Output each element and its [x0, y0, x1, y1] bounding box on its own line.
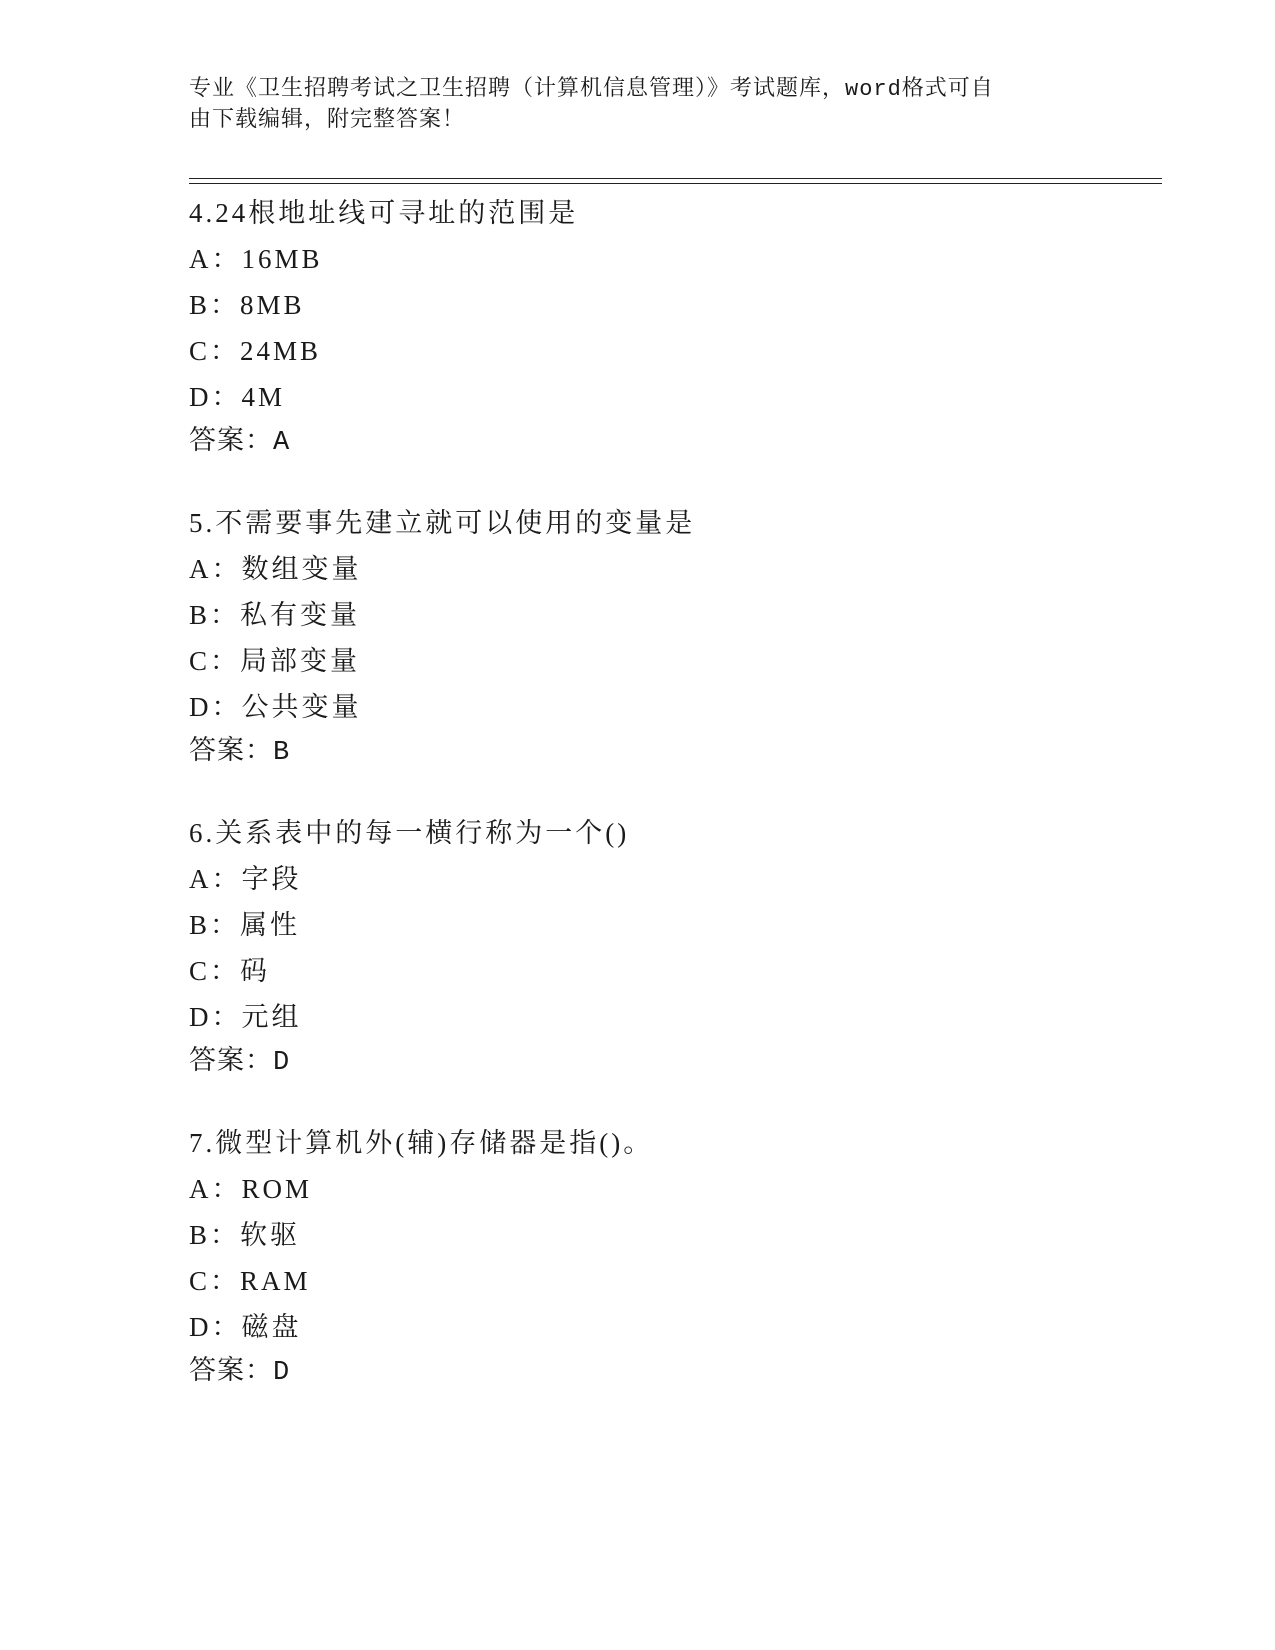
header-divider-top	[189, 178, 1162, 179]
option-b: B：私有变量	[189, 600, 361, 630]
option-d: D：公共变量	[189, 692, 362, 722]
option-c: C：码	[189, 956, 271, 986]
option-b: B：属性	[189, 910, 301, 940]
question-7	[189, 1120, 1149, 1396]
option-c: C：局部变量	[189, 646, 361, 676]
option-d: D：4M	[189, 382, 286, 412]
question-list	[189, 190, 1149, 1430]
option-b: B：8MB	[189, 290, 305, 320]
question-4	[189, 190, 1149, 466]
answer-line: 答案：D	[189, 1048, 291, 1078]
question-stem: 6.关系表中的每一横行称为一个()	[189, 818, 630, 848]
option-d: D：磁盘	[189, 1312, 302, 1342]
question-stem: 4.24根地址线可寻址的范围是	[189, 198, 579, 228]
document-header	[189, 74, 1089, 136]
question-stem: 7.微型计算机外(辅)存储器是指()。	[189, 1128, 654, 1158]
answer-line: 答案：D	[189, 1358, 291, 1388]
option-c: C：24MB	[189, 336, 322, 366]
question-stem: 5.不需要事先建立就可以使用的变量是	[189, 508, 696, 538]
option-d: D：元组	[189, 1002, 302, 1032]
option-c: C：RAM	[189, 1266, 311, 1296]
header-line-1: 专业《卫生招聘考试之卫生招聘（计算机信息管理）》考试题库，word格式可自	[189, 77, 994, 102]
answer-line: 答案：A	[189, 428, 291, 458]
question-6	[189, 810, 1149, 1086]
answer-line: 答案：B	[189, 738, 291, 768]
header-divider-bottom	[189, 183, 1162, 184]
option-a: A：字段	[189, 864, 302, 894]
header-line-2: 由下载编辑，附完整答案！	[189, 108, 466, 133]
question-5	[189, 500, 1149, 776]
option-b: B：软驱	[189, 1220, 301, 1250]
option-a: A：数组变量	[189, 554, 362, 584]
option-a: A：16MB	[189, 244, 323, 274]
option-a: A：ROM	[189, 1174, 313, 1204]
